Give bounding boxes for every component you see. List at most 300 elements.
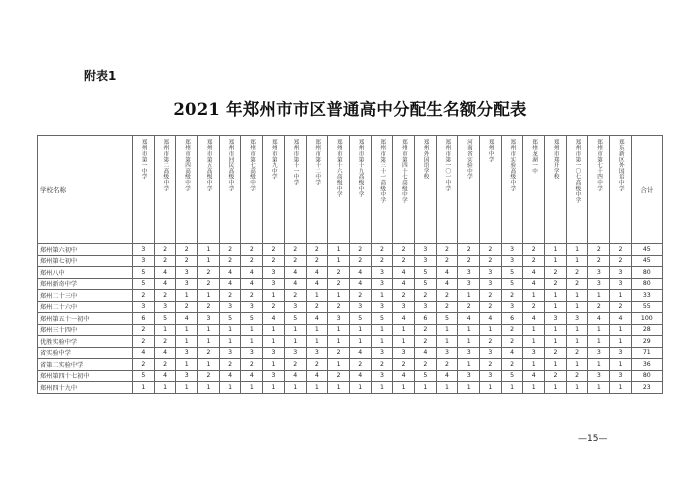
total-header: 合计 [631,136,662,244]
quota-cell: 2 [501,359,523,371]
quota-cell: 3 [610,370,632,382]
quota-cell: 2 [480,336,502,348]
quota-cell: 1 [610,324,632,336]
column-header [436,136,458,244]
column-header-label: 郑州市第三十一高级中学 [379,139,386,203]
quota-cell: 2 [284,255,306,267]
quota-cell: 3 [198,313,220,325]
quota-cell: 4 [610,313,632,325]
quota-cell: 1 [566,290,588,302]
quota-cell: 2 [610,301,632,313]
quota-cell: 3 [480,347,502,359]
quota-cell: 2 [566,278,588,290]
quota-cell: 2 [133,324,155,336]
quota-cell: 2 [566,347,588,359]
quota-cell: 2 [241,290,263,302]
quota-cell: 1 [588,382,610,394]
column-header [501,136,523,244]
quota-cell: 2 [480,290,502,302]
quota-cell: 2 [501,324,523,336]
quota-cell: 3 [610,347,632,359]
column-header [198,136,220,244]
quota-cell: 1 [176,359,198,371]
quota-cell: 4 [133,347,155,359]
quota-cell: 1 [566,382,588,394]
quota-cell: 3 [349,301,371,313]
quota-cell: 3 [414,255,436,267]
quota-cell: 2 [480,255,502,267]
quota-cell: 4 [414,347,436,359]
quota-cell: 2 [501,290,523,302]
column-header [480,136,502,244]
quota-cell: 5 [501,267,523,279]
quota-cell: 1 [198,290,220,302]
table-row [38,290,663,302]
column-header-label: 郑州市第五高级中学 [205,139,212,192]
quota-cell: 2 [501,336,523,348]
column-header [219,136,241,244]
quota-cell: 3 [133,301,155,313]
quota-cell: 2 [414,336,436,348]
quota-cell: 4 [241,370,263,382]
column-header [566,136,588,244]
column-header [241,136,263,244]
quota-cell: 3 [458,278,480,290]
quota-cell: 1 [328,336,350,348]
quota-cell: 5 [241,313,263,325]
quota-cell: 3 [176,370,198,382]
quota-cell: 2 [241,255,263,267]
quota-cell: 1 [458,382,480,394]
quota-cell: 2 [154,290,176,302]
quota-cell: 1 [458,359,480,371]
quota-cell: 1 [349,382,371,394]
column-header-label: 郑州市第七高级中学 [249,139,256,192]
table-row [38,347,663,359]
quota-cell: 2 [176,255,198,267]
quota-table [37,135,663,394]
quota-cell: 3 [414,244,436,256]
quota-cell: 2 [480,301,502,313]
quota-cell: 5 [219,313,241,325]
quota-cell: 1 [566,359,588,371]
column-header-label: 郑州市第九中学 [270,139,277,180]
quota-cell: 3 [176,347,198,359]
quota-cell: 3 [241,347,263,359]
quota-cell: 4 [154,347,176,359]
table-body [38,244,663,394]
quota-cell: 2 [436,301,458,313]
quota-cell: 4 [501,347,523,359]
quota-cell: 4 [349,267,371,279]
column-header-label: 郑州市第一〇一中学 [444,139,451,192]
column-header [588,136,610,244]
quota-cell: 1 [436,324,458,336]
quota-cell: 1 [263,359,285,371]
quota-cell: 2 [523,301,545,313]
quota-cell: 1 [566,301,588,313]
column-header-label: 郑州市郑开学校 [552,139,559,180]
quota-cell: 2 [588,255,610,267]
column-header [306,136,328,244]
column-header [414,136,436,244]
total-cell: 80 [631,370,662,382]
column-header-label: 郑州外国语学校 [422,139,429,180]
quota-cell: 1 [588,324,610,336]
quota-cell: 4 [523,267,545,279]
quota-cell: 3 [588,347,610,359]
quota-cell: 1 [393,382,415,394]
quota-cell: 1 [566,244,588,256]
quota-cell: 4 [523,313,545,325]
quota-cell: 4 [349,347,371,359]
quota-cell: 4 [349,370,371,382]
quota-cell: 1 [545,359,567,371]
quota-cell: 1 [219,324,241,336]
quota-cell: 1 [393,324,415,336]
quota-cell: 4 [306,313,328,325]
quota-cell: 2 [263,301,285,313]
column-header [458,136,480,244]
quota-cell: 6 [501,313,523,325]
school-name-cell: 郑州第七初中 [38,255,133,267]
quota-cell: 4 [393,267,415,279]
quota-cell: 2 [176,244,198,256]
quota-cell: 1 [284,382,306,394]
quota-cell: 3 [241,301,263,313]
quota-cell: 2 [523,255,545,267]
quota-cell: 1 [198,359,220,371]
quota-cell: 4 [284,278,306,290]
quota-cell: 1 [198,255,220,267]
quota-cell: 1 [328,324,350,336]
quota-cell: 5 [349,313,371,325]
quota-cell: 3 [414,301,436,313]
quota-cell: 1 [154,382,176,394]
quota-cell: 1 [241,336,263,348]
total-cell: 28 [631,324,662,336]
quota-cell: 3 [328,313,350,325]
quota-cell: 3 [176,267,198,279]
quota-cell: 1 [523,359,545,371]
column-header-label: 郑州中学 [487,139,494,163]
quota-cell: 4 [306,267,328,279]
quota-cell: 4 [523,278,545,290]
quota-cell: 1 [545,324,567,336]
total-cell: 36 [631,359,662,371]
total-cell: 45 [631,244,662,256]
quota-cell: 1 [263,324,285,336]
quota-cell: 2 [241,244,263,256]
quota-cell: 1 [610,359,632,371]
quota-cell: 4 [241,267,263,279]
school-name-cell: 郑州第六初中 [38,244,133,256]
quota-cell: 4 [436,278,458,290]
quota-cell: 2 [610,255,632,267]
quota-cell: 2 [436,359,458,371]
quota-cell: 1 [458,324,480,336]
quota-cell: 3 [436,347,458,359]
column-header [176,136,198,244]
table-row [38,382,663,394]
total-cell: 23 [631,382,662,394]
quota-cell: 4 [219,267,241,279]
quota-cell: 4 [306,278,328,290]
quota-cell: 1 [458,290,480,302]
quota-cell: 1 [176,324,198,336]
quota-cell: 1 [219,336,241,348]
quota-cell: 3 [133,244,155,256]
total-cell: 71 [631,347,662,359]
column-header [545,136,567,244]
quota-cell: 3 [588,278,610,290]
quota-cell: 3 [154,301,176,313]
quota-cell: 5 [133,267,155,279]
quota-cell: 2 [198,301,220,313]
total-cell: 80 [631,267,662,279]
quota-cell: 2 [328,347,350,359]
quota-cell: 4 [241,278,263,290]
quota-cell: 1 [349,324,371,336]
school-name-cell: 省实验中学 [38,347,133,359]
quota-cell: 2 [349,244,371,256]
quota-cell: 1 [284,336,306,348]
quota-cell: 2 [588,301,610,313]
quota-cell: 3 [263,370,285,382]
quota-cell: 2 [371,244,393,256]
quota-cell: 1 [566,255,588,267]
quota-cell: 3 [393,347,415,359]
school-name-cell: 郑州四十九中 [38,382,133,394]
quota-cell: 2 [263,244,285,256]
school-name-cell: 郑州第四十七初中 [38,370,133,382]
quota-cell: 3 [501,255,523,267]
quota-cell: 2 [198,347,220,359]
quota-cell: 2 [219,359,241,371]
quota-cell: 2 [154,336,176,348]
quota-cell: 3 [501,301,523,313]
quota-cell: 4 [523,370,545,382]
quota-cell: 2 [480,244,502,256]
quota-cell: 2 [306,359,328,371]
quota-cell: 2 [523,244,545,256]
column-header [263,136,285,244]
quota-cell: 5 [284,313,306,325]
quota-cell: 1 [610,382,632,394]
quota-cell: 1 [328,244,350,256]
table-row [38,336,663,348]
column-header-label: 郑州市第四高级中学 [184,139,191,192]
quota-cell: 1 [371,324,393,336]
quota-cell: 5 [371,313,393,325]
quota-cell: 5 [436,313,458,325]
quota-cell: 2 [371,359,393,371]
quota-cell: 2 [263,255,285,267]
quota-cell: 1 [349,336,371,348]
quota-cell: 3 [566,313,588,325]
school-name-cell: 郑州二十六中 [38,301,133,313]
quota-cell: 2 [284,359,306,371]
quota-cell: 1 [133,382,155,394]
quota-cell: 1 [198,336,220,348]
school-name-header: 学校名称 [38,136,133,244]
quota-cell: 3 [371,267,393,279]
column-header-label: 郑东新区外国语中学 [617,139,624,192]
quota-cell: 1 [371,336,393,348]
quota-cell: 4 [154,278,176,290]
quota-cell: 1 [198,244,220,256]
table-header-row [38,136,663,244]
quota-cell: 2 [414,359,436,371]
quota-cell: 1 [610,336,632,348]
column-header-label: 郑州市第一〇七高级中学 [574,139,581,203]
column-header-label: 郑州市第十六高级中学 [335,139,342,197]
quota-cell: 3 [393,301,415,313]
column-header [133,136,155,244]
table-row [38,359,663,371]
quota-cell: 2 [219,255,241,267]
table-row [38,301,663,313]
quota-cell: 2 [198,267,220,279]
quota-cell: 5 [501,278,523,290]
quota-cell: 2 [328,301,350,313]
quota-cell: 1 [610,290,632,302]
quota-cell: 3 [523,347,545,359]
quota-cell: 4 [219,278,241,290]
quota-cell: 3 [545,313,567,325]
quota-cell: 2 [154,244,176,256]
quota-cell: 2 [436,290,458,302]
table-row [38,324,663,336]
quota-cell: 1 [306,336,328,348]
school-name-cell: 郑州八中 [38,267,133,279]
quota-cell: 3 [480,370,502,382]
quota-cell: 2 [349,359,371,371]
quota-cell: 1 [328,255,350,267]
quota-cell: 2 [436,244,458,256]
quota-cell: 2 [414,290,436,302]
column-header-label: 郑州龙湖一中 [531,139,538,174]
quota-cell: 1 [198,382,220,394]
total-cell: 100 [631,313,662,325]
quota-cell: 3 [263,347,285,359]
quota-cell: 1 [588,290,610,302]
quota-cell: 4 [219,370,241,382]
quota-cell: 5 [501,370,523,382]
quota-cell: 5 [414,267,436,279]
quota-cell: 3 [284,347,306,359]
quota-cell: 1 [306,382,328,394]
quota-cell: 2 [545,278,567,290]
quota-cell: 2 [176,301,198,313]
quota-cell: 2 [306,255,328,267]
total-cell: 33 [631,290,662,302]
quota-cell: 1 [588,359,610,371]
quota-cell: 2 [133,359,155,371]
quota-cell: 1 [263,290,285,302]
column-header-label: 郑州市第十二中学 [314,139,321,186]
column-header-label: 郑州市第一中学 [140,139,147,180]
column-header [371,136,393,244]
total-cell: 45 [631,255,662,267]
column-header [393,136,415,244]
quota-cell: 1 [328,359,350,371]
quota-cell: 4 [436,267,458,279]
quota-cell: 4 [154,267,176,279]
quota-cell: 4 [436,370,458,382]
quota-cell: 2 [545,370,567,382]
quota-cell: 2 [393,359,415,371]
quota-cell: 2 [284,290,306,302]
quota-cell: 1 [241,382,263,394]
quota-cell: 1 [306,324,328,336]
quota-cell: 1 [328,382,350,394]
quota-cell: 3 [219,347,241,359]
quota-cell: 1 [219,382,241,394]
quota-cell: 1 [480,324,502,336]
quota-cell: 1 [458,336,480,348]
quota-cell: 2 [349,255,371,267]
quota-cell: 4 [284,267,306,279]
quota-cell: 3 [501,244,523,256]
quota-cell: 2 [133,336,155,348]
quota-cell: 2 [566,370,588,382]
quota-cell: 2 [241,359,263,371]
quota-cell: 1 [393,336,415,348]
quota-cell: 1 [176,382,198,394]
quota-cell: 4 [263,313,285,325]
table-row [38,255,663,267]
quota-cell: 2 [328,278,350,290]
quota-cell: 1 [545,336,567,348]
quota-cell: 1 [414,382,436,394]
quota-cell: 1 [371,290,393,302]
quota-cell: 3 [458,267,480,279]
quota-cell: 2 [545,267,567,279]
quota-cell: 2 [458,255,480,267]
quota-cell: 2 [154,255,176,267]
quota-cell: 1 [436,382,458,394]
column-header-label: 郑州市实验高级中学 [509,139,516,192]
quota-cell: 3 [588,370,610,382]
total-cell: 80 [631,278,662,290]
table-row [38,370,663,382]
quota-cell: 3 [371,301,393,313]
quota-cell: 1 [545,382,567,394]
quota-cell: 2 [306,301,328,313]
page-title: 2021 年郑州市市区普通高中分配生名额分配表 [173,100,527,119]
column-header-label: 郑州市第二高级中学 [162,139,169,192]
quota-cell: 2 [306,244,328,256]
quota-cell: 2 [328,370,350,382]
quota-cell: 3 [458,347,480,359]
quota-cell: 1 [436,336,458,348]
quota-cell: 3 [306,347,328,359]
quota-cell: 2 [349,290,371,302]
quota-cell: 2 [154,359,176,371]
quota-cell: 4 [393,278,415,290]
quota-cell: 2 [284,244,306,256]
quota-cell: 3 [284,301,306,313]
quota-cell: 5 [133,278,155,290]
quota-cell: 4 [393,313,415,325]
column-header-label: 河南省实验中学 [465,139,472,180]
table-row [38,313,663,325]
column-header-label: 郑州市第十九高级中学 [357,139,364,197]
column-header-label: 郑州市回民高级中学 [227,139,234,192]
quota-cell: 2 [545,347,567,359]
quota-cell: 1 [328,290,350,302]
